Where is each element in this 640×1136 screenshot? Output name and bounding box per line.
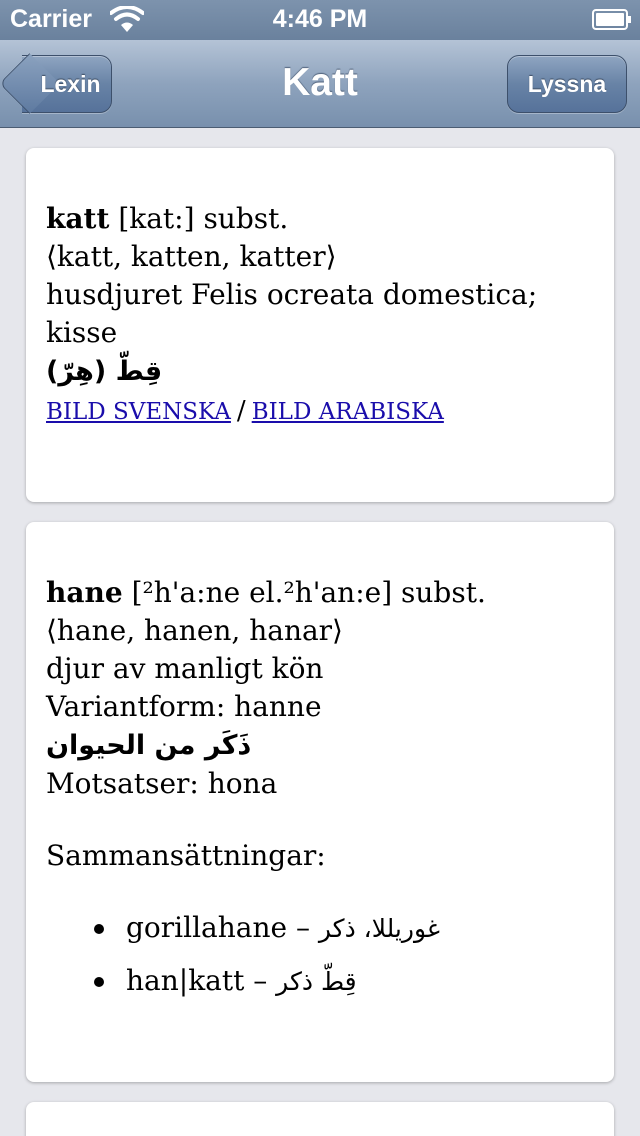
list-item [46, 962, 594, 1001]
arabic-translation: قِطّ (هِرّ) [46, 356, 163, 387]
bullet-icon [94, 977, 104, 987]
arabic-translation-row [46, 352, 594, 391]
compounds-list [46, 909, 594, 1001]
bild-svenska-link[interactable]: BILD SVENSKA [46, 399, 231, 425]
entry-card-hane [26, 522, 614, 1082]
status-time: 4:46 PM [272, 5, 368, 33]
compounds-label: Sammansättningar: [46, 839, 326, 872]
arabic-translation: ذَكَر من الحيوان [46, 730, 252, 761]
battery-icon [592, 9, 632, 30]
dictionary-content[interactable] [0, 128, 640, 1136]
headword: hane [46, 576, 123, 609]
inflections: ⟨hane, hanen, hanar⟩ [46, 614, 343, 647]
definition-line-1: husdjuret Felis ocreata domestica; [46, 278, 538, 311]
navigation-bar [0, 40, 640, 128]
compound-arabic: غوريللا، ذكر [318, 914, 440, 943]
compound-swedish: han|katt – [126, 964, 268, 997]
definition: djur av manligt kön [46, 652, 324, 685]
part-of-speech: subst. [203, 202, 289, 235]
entry-header [46, 200, 594, 238]
entry-card-katt [26, 148, 614, 502]
headword: katt [46, 202, 110, 235]
entry-header [46, 574, 594, 612]
pronunciation: [kat:] [118, 202, 195, 235]
listen-button[interactable]: Lyssna [507, 55, 627, 113]
antonyms: Motsatser: hona [46, 767, 278, 800]
carrier-label: Carrier [10, 5, 92, 33]
arabic-translation-row [46, 726, 594, 765]
list-item [46, 909, 594, 948]
pronunciation: [²h'a:ne el.²h'an:e] [131, 576, 393, 609]
back-button-label: Lexin [40, 71, 101, 97]
compound-arabic: قِطّ ذكر [276, 967, 357, 996]
back-button[interactable] [22, 55, 112, 113]
link-separator: / [236, 396, 246, 426]
definition-line-2: kisse [46, 316, 118, 349]
bullet-icon [94, 924, 104, 934]
part-of-speech: subst. [401, 576, 486, 609]
image-links [46, 395, 594, 428]
page-title: Katt [282, 61, 358, 104]
compound-swedish: gorillahane – [126, 911, 310, 944]
status-bar [0, 0, 640, 40]
variant-form: Variantform: hanne [46, 690, 322, 723]
bild-arabiska-link[interactable]: BILD ARABISKA [251, 399, 444, 425]
inflections: ⟨katt, katten, katter⟩ [46, 240, 337, 273]
entry-card-next [26, 1102, 614, 1136]
